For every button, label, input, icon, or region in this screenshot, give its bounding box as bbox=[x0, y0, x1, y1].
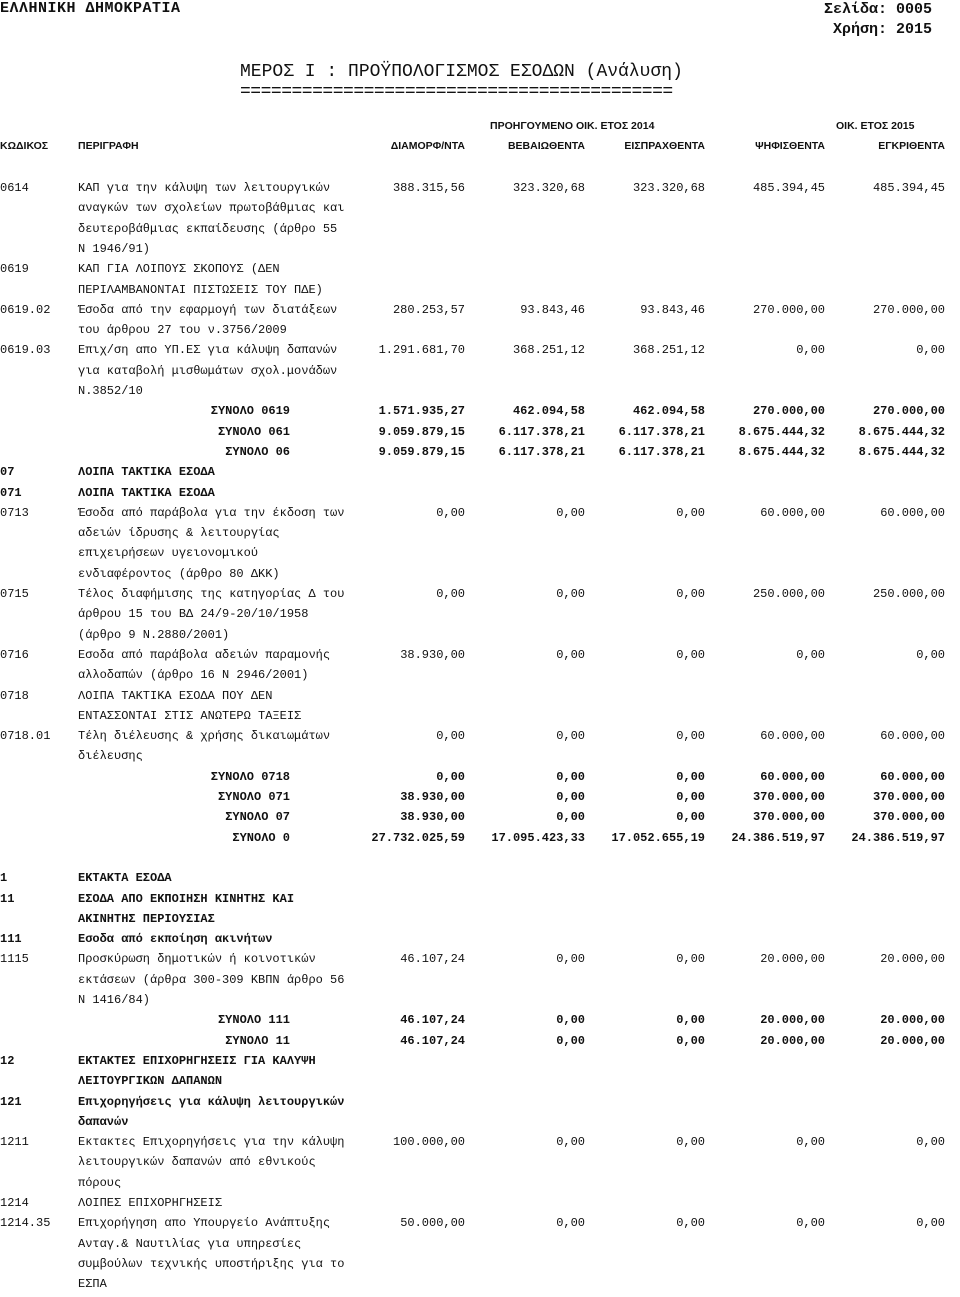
table-row bbox=[0, 1176, 960, 1196]
cell-eispraxthenta: 17.052.655,19 bbox=[611, 830, 705, 845]
fiscal-year: Χρήση: 2015 bbox=[832, 21, 932, 38]
cell-diamorfonta: 100.000,00 bbox=[392, 1135, 465, 1150]
row-description: ΕΝΤΑΣΣΟΝΤΑΙ ΣΤΙΣ ΑΝΩΤΕΡΩ ΤΑΞΕΙΣ bbox=[78, 708, 302, 723]
table-row bbox=[0, 364, 960, 384]
row-description: Ανταγ.& Ναυτιλίας για υπηρεσίες bbox=[78, 1236, 302, 1251]
col-c3-header: ΕΙΣΠΡΑΧΘΕΝΤΑ bbox=[624, 140, 705, 152]
total-label: ΣΥΝΟΛΟ 071 bbox=[217, 790, 290, 804]
cell-eispraxthenta: 0,00 bbox=[676, 1135, 705, 1150]
table-row bbox=[0, 729, 960, 749]
table-row bbox=[0, 567, 960, 587]
row-description: εκτάσεων (άρθρα 300-309 ΚΒΠΝ άρθρο 56 bbox=[78, 972, 345, 987]
row-description: ΕΣΟΔΑ ΑΠΟ ΕΚΠΟΙΗΣΗ ΚΙΝΗΤΗΣ ΚΑΙ bbox=[78, 891, 295, 906]
row-description: ΛΟΙΠΑ ΤΑΚΤΙΚΑ ΕΣΟΔΑ ΠΟΥ ΔΕΝ bbox=[78, 688, 273, 703]
table-row bbox=[0, 1155, 960, 1175]
table-row bbox=[0, 587, 960, 607]
cell-eispraxthenta: 0,00 bbox=[676, 810, 705, 825]
col-c2-header: ΒΕΒΑΙΩΘΕΝΤΑ bbox=[507, 140, 585, 152]
table-row bbox=[0, 323, 960, 343]
row-code: 0716 bbox=[0, 647, 29, 662]
cell-egkrithenta: 370.000,00 bbox=[872, 790, 945, 804]
row-code: 0715 bbox=[0, 587, 29, 601]
cell-psifisthenta: 0,00 bbox=[796, 1135, 825, 1150]
section-row bbox=[0, 892, 960, 912]
total-label: ΣΥΝΟΛΟ 111 bbox=[217, 1013, 290, 1028]
cell-eispraxthenta: 462.094,58 bbox=[632, 404, 705, 419]
cell-eispraxthenta: 6.117.378,21 bbox=[618, 424, 705, 439]
cell-vevaiothenta: 0,00 bbox=[556, 1135, 585, 1150]
row-code: 1214.35 bbox=[0, 1216, 51, 1231]
row-description: Τέλη διέλευσης & χρήσης δικαιωμάτων bbox=[78, 729, 331, 744]
state-title: ΕΛΛΗΝΙΚΗ ΔΗΜΟΚΡΑΤΙΑ bbox=[0, 0, 181, 17]
cell-egkrithenta: 20.000,00 bbox=[880, 952, 945, 967]
table-row bbox=[0, 668, 960, 688]
cell-diamorfonta: 388.315,56 bbox=[392, 181, 465, 195]
row-description: Επιχ/ση απο ΥΠ.ΕΣ για κάλυψη δαπανών bbox=[78, 343, 338, 358]
total-label: ΣΥΝΟΛΟ 11 bbox=[225, 1033, 290, 1048]
cell-vevaiothenta: 6.117.378,21 bbox=[498, 424, 585, 439]
table-row bbox=[0, 1135, 960, 1155]
row-description: ΕΚΤΑΚΤΕΣ ΕΠΙΧΟΡΗΓΗΣΕΙΣ ΓΙΑ ΚΑΛΥΨΗ bbox=[78, 1053, 316, 1068]
cell-eispraxthenta: 323.320,68 bbox=[632, 181, 705, 195]
cell-diamorfonta: 38.930,00 bbox=[400, 647, 465, 662]
cell-eispraxthenta: 6.117.378,21 bbox=[618, 444, 705, 459]
cell-psifisthenta: 0,00 bbox=[796, 1216, 825, 1231]
table-row bbox=[0, 709, 960, 729]
page-number: Σελίδα: 0005 bbox=[823, 1, 932, 18]
cell-egkrithenta: 60.000,00 bbox=[880, 769, 945, 784]
cell-psifisthenta: 0,00 bbox=[796, 647, 825, 662]
row-description: Έσοδα από παράβολα για την έκδοση των bbox=[78, 505, 345, 520]
table-row bbox=[0, 181, 960, 201]
cell-psifisthenta: 485.394,45 bbox=[752, 181, 825, 195]
cell-vevaiothenta: 0,00 bbox=[556, 769, 585, 784]
table-row bbox=[0, 1237, 960, 1257]
cur-year-header: ΟΙΚ. ΕΤΟΣ 2015 bbox=[836, 120, 915, 132]
row-code: 0718 bbox=[0, 688, 29, 703]
cell-psifisthenta: 8.675.444,32 bbox=[738, 424, 825, 439]
cell-diamorfonta: 9.059.879,15 bbox=[378, 424, 465, 439]
row-description: Προσκύρωση δημοτικών ή κοινοτικών bbox=[78, 952, 316, 967]
row-description: ΚΑΠ για την κάλυψη των λειτουργικών bbox=[78, 181, 331, 195]
total-row bbox=[0, 425, 960, 445]
cell-psifisthenta: 20.000,00 bbox=[760, 1033, 825, 1048]
row-description: Ν.3852/10 bbox=[78, 384, 143, 398]
cell-psifisthenta: 8.675.444,32 bbox=[738, 444, 825, 459]
cell-eispraxthenta: 0,00 bbox=[676, 647, 705, 662]
total-row bbox=[0, 770, 960, 790]
cell-diamorfonta: 1.291.681,70 bbox=[378, 343, 465, 358]
row-description: ΛΟΙΠΕΣ ΕΠΙΧΟΡΗΓΗΣΕΙΣ bbox=[78, 1196, 223, 1210]
table-row bbox=[0, 607, 960, 627]
table-row bbox=[0, 242, 960, 262]
cell-egkrithenta: 60.000,00 bbox=[880, 729, 945, 744]
section-row bbox=[0, 465, 960, 485]
cell-psifisthenta: 60.000,00 bbox=[760, 729, 825, 744]
cell-egkrithenta: 250.000,00 bbox=[872, 587, 945, 601]
section-row bbox=[0, 1115, 960, 1135]
row-code: 07 bbox=[0, 465, 15, 480]
table-row bbox=[0, 1216, 960, 1236]
table-row bbox=[0, 993, 960, 1013]
table-row bbox=[0, 952, 960, 972]
cell-vevaiothenta: 93.843,46 bbox=[520, 302, 585, 317]
row-description: ΛΟΙΠΑ ΤΑΚΤΙΚΑ ΕΣΟΔΑ bbox=[78, 485, 215, 500]
row-description: ΕΚΤΑΚΤΑ ΕΣΟΔΑ bbox=[78, 871, 172, 886]
col-desc-header: ΠΕΡΙΓΡΑΦΗ bbox=[78, 140, 139, 152]
table-row bbox=[0, 628, 960, 648]
cell-egkrithenta: 0,00 bbox=[916, 647, 945, 662]
cell-psifisthenta: 20.000,00 bbox=[760, 952, 825, 967]
row-description: για καταβολή μισθωμάτων σχολ.μονάδων bbox=[78, 363, 338, 378]
cell-diamorfonta: 1.571.935,27 bbox=[378, 404, 465, 419]
row-description: ΛΕΙΤΟΥΡΓΙΚΩΝ ΔΑΠΑΝΩΝ bbox=[78, 1074, 223, 1089]
cell-diamorfonta: 280.253,57 bbox=[392, 302, 465, 317]
cell-eispraxthenta: 0,00 bbox=[676, 769, 705, 784]
total-row bbox=[0, 404, 960, 424]
table-row bbox=[0, 973, 960, 993]
cell-vevaiothenta: 462.094,58 bbox=[512, 404, 585, 419]
row-description: άρθρου 15 του ΒΔ 24/9-20/10/1958 bbox=[78, 607, 309, 622]
cell-psifisthenta: 60.000,00 bbox=[760, 505, 825, 520]
table-row bbox=[0, 222, 960, 242]
cell-eispraxthenta: 0,00 bbox=[676, 1216, 705, 1231]
cell-egkrithenta: 370.000,00 bbox=[872, 810, 945, 825]
total-row bbox=[0, 1013, 960, 1033]
row-description: Εσοδα από παράβολα αδειών παραμονής bbox=[78, 647, 331, 662]
cell-egkrithenta: 24.386.519,97 bbox=[851, 830, 945, 845]
table-row bbox=[0, 201, 960, 221]
cell-vevaiothenta: 0,00 bbox=[556, 587, 585, 601]
row-code: 1214 bbox=[0, 1196, 29, 1210]
row-description: λειτουργικών δαπανών από εθνικούς bbox=[78, 1155, 316, 1170]
section-row bbox=[0, 1074, 960, 1094]
cell-diamorfonta: 38.930,00 bbox=[400, 790, 465, 804]
row-code: 0614 bbox=[0, 181, 29, 195]
total-row bbox=[0, 810, 960, 830]
cell-egkrithenta: 0,00 bbox=[916, 1216, 945, 1231]
cell-diamorfonta: 0,00 bbox=[436, 505, 465, 520]
row-code: 0619.02 bbox=[0, 302, 51, 317]
row-description: επιχειρήσεων υγειονομικού bbox=[78, 546, 259, 561]
cell-egkrithenta: 0,00 bbox=[916, 343, 945, 358]
total-row bbox=[0, 790, 960, 810]
page-info bbox=[824, 0, 932, 40]
row-description: ΕΣΠΑ bbox=[78, 1277, 107, 1292]
row-code: 1115 bbox=[0, 952, 29, 967]
cell-vevaiothenta: 368.251,12 bbox=[512, 343, 585, 358]
row-description: Τέλος διαφήμισης της κατηγορίας Δ του bbox=[78, 587, 345, 601]
cell-egkrithenta: 20.000,00 bbox=[880, 1013, 945, 1028]
table-row bbox=[0, 749, 960, 769]
cell-vevaiothenta: 0,00 bbox=[556, 1216, 585, 1231]
cell-eispraxthenta: 93.843,46 bbox=[640, 302, 705, 317]
cell-psifisthenta: 24.386.519,97 bbox=[731, 830, 825, 845]
table-row bbox=[0, 851, 960, 871]
prev-year-header: ΠΡΟΗΓΟΥΜΕΝΟ ΟΙΚ. ΕΤΟΣ 2014 bbox=[490, 120, 655, 132]
row-code: 1211 bbox=[0, 1135, 29, 1150]
row-description: ΛΟΙΠΑ ΤΑΚΤΙΚΑ ΕΣΟΔΑ bbox=[78, 465, 215, 480]
row-description: Έσοδα από την εφαρμογή των διατάξεων bbox=[78, 302, 338, 317]
cell-psifisthenta: 60.000,00 bbox=[760, 769, 825, 784]
cell-vevaiothenta: 6.117.378,21 bbox=[498, 444, 585, 459]
cell-eispraxthenta: 0,00 bbox=[676, 952, 705, 967]
row-description: του άρθρου 27 του ν.3756/2009 bbox=[78, 323, 287, 338]
cell-psifisthenta: 20.000,00 bbox=[760, 1013, 825, 1028]
cell-diamorfonta: 0,00 bbox=[436, 729, 465, 744]
row-description: (άρθρο 9 Ν.2880/2001) bbox=[78, 627, 230, 642]
row-description: πόρους bbox=[78, 1175, 122, 1190]
row-code: 12 bbox=[0, 1053, 15, 1068]
cell-eispraxthenta: 0,00 bbox=[676, 1033, 705, 1048]
cell-psifisthenta: 270.000,00 bbox=[752, 404, 825, 419]
row-description: αλλοδαπών (άρθρο 16 Ν 2946/2001) bbox=[78, 668, 309, 683]
cell-egkrithenta: 270.000,00 bbox=[872, 404, 945, 419]
cell-eispraxthenta: 0,00 bbox=[676, 587, 705, 601]
row-description: συμβούλων τεχνικής υποστήριξης για το bbox=[78, 1256, 345, 1271]
row-code: 1 bbox=[0, 871, 8, 886]
cell-vevaiothenta: 0,00 bbox=[556, 1033, 585, 1048]
row-description: Εσοδα από εκποίηση ακινήτων bbox=[78, 932, 273, 947]
row-code: 071 bbox=[0, 485, 22, 500]
col-code-header: ΚΩΔΙΚΟΣ bbox=[0, 140, 49, 152]
page-title: ΜΕΡΟΣ Ι : ΠΡΟΫΠΟΛΟΓΙΣΜΟΣ ΕΣΟΔΩΝ (Ανάλυση) bbox=[240, 62, 683, 82]
cell-diamorfonta: 27.732.025,59 bbox=[371, 830, 465, 845]
section-row bbox=[0, 912, 960, 932]
row-description: Επιχορήγηση απο Υπουργείο Ανάπτυξης bbox=[78, 1216, 331, 1231]
row-description: δαπανών bbox=[78, 1114, 129, 1129]
cell-psifisthenta: 370.000,00 bbox=[752, 810, 825, 825]
total-label: ΣΥΝΟΛΟ 0718 bbox=[210, 769, 290, 784]
col-c4-header: ΨΗΦΙΣΘΕΝΤΑ bbox=[755, 140, 825, 152]
row-description: αδειών ίδρυσης & λειτουργίας bbox=[78, 526, 280, 541]
cell-diamorfonta: 50.000,00 bbox=[400, 1216, 465, 1231]
cell-diamorfonta: 46.107,24 bbox=[400, 1033, 465, 1048]
cell-egkrithenta: 20.000,00 bbox=[880, 1033, 945, 1048]
row-description: ενδιαφέροντος (άρθρο 80 ΔΚΚ) bbox=[78, 566, 280, 581]
total-label: ΣΥΝΟΛΟ 0619 bbox=[210, 404, 290, 419]
cell-eispraxthenta: 368.251,12 bbox=[632, 343, 705, 358]
row-code: 0619.03 bbox=[0, 343, 51, 358]
row-description: ΑΚΙΝΗΤΗΣ ΠΕΡΙΟΥΣΙΑΣ bbox=[78, 911, 215, 926]
total-row bbox=[0, 1034, 960, 1054]
cell-diamorfonta: 46.107,24 bbox=[400, 952, 465, 967]
cell-eispraxthenta: 0,00 bbox=[676, 729, 705, 744]
title-underline: ========================================== bbox=[240, 82, 673, 102]
section-row bbox=[0, 932, 960, 952]
table-row bbox=[0, 526, 960, 546]
cell-egkrithenta: 270.000,00 bbox=[872, 302, 945, 317]
total-label: ΣΥΝΟΛΟ 06 bbox=[225, 444, 290, 459]
cell-vevaiothenta: 0,00 bbox=[556, 1013, 585, 1028]
total-label: ΣΥΝΟΛΟ 07 bbox=[225, 810, 290, 825]
table-row bbox=[0, 506, 960, 526]
table-row bbox=[0, 262, 960, 282]
row-code: 121 bbox=[0, 1094, 22, 1109]
row-description: ΠΕΡΙΛΑΜΒΑΝΟΝΤΑΙ ΠΙΣΤΩΣΕΙΣ ΤΟΥ ΠΔΕ) bbox=[78, 282, 323, 297]
table-row bbox=[0, 283, 960, 303]
cell-vevaiothenta: 323.320,68 bbox=[512, 181, 585, 195]
total-row bbox=[0, 831, 960, 851]
cell-egkrithenta: 8.675.444,32 bbox=[858, 424, 945, 439]
table-row bbox=[0, 1277, 960, 1297]
table-row bbox=[0, 303, 960, 323]
total-label: ΣΥΝΟΛΟ 0 bbox=[232, 830, 290, 845]
cell-egkrithenta: 485.394,45 bbox=[872, 181, 945, 195]
row-description: Επιχορηγήσεις για κάλυψη λειτουργικών bbox=[78, 1094, 345, 1109]
table-row bbox=[0, 546, 960, 566]
cell-egkrithenta: 60.000,00 bbox=[880, 505, 945, 520]
cell-diamorfonta: 38.930,00 bbox=[400, 810, 465, 825]
cell-diamorfonta: 0,00 bbox=[436, 587, 465, 601]
table-row bbox=[0, 689, 960, 709]
cell-vevaiothenta: 0,00 bbox=[556, 505, 585, 520]
row-description: Εκτακτες Επιχορηγήσεις για την κάλυψη bbox=[78, 1135, 345, 1150]
row-code: 11 bbox=[0, 891, 15, 906]
section-row bbox=[0, 871, 960, 891]
section-row bbox=[0, 486, 960, 506]
table-row bbox=[0, 1257, 960, 1277]
row-code: 0713 bbox=[0, 505, 29, 520]
cell-vevaiothenta: 0,00 bbox=[556, 952, 585, 967]
cell-vevaiothenta: 17.095.423,33 bbox=[491, 830, 585, 845]
cell-vevaiothenta: 0,00 bbox=[556, 729, 585, 744]
table-row bbox=[0, 343, 960, 363]
row-description: δευτεροβάθμιας εκπαίδευσης (άρθρο 55 bbox=[78, 221, 338, 236]
cell-psifisthenta: 0,00 bbox=[796, 343, 825, 358]
row-description: Ν 1946/91) bbox=[78, 241, 151, 256]
table-row bbox=[0, 1196, 960, 1216]
cell-psifisthenta: 250.000,00 bbox=[752, 587, 825, 601]
total-label: ΣΥΝΟΛΟ 061 bbox=[217, 424, 290, 439]
table-row bbox=[0, 384, 960, 404]
table-row bbox=[0, 648, 960, 668]
total-row bbox=[0, 445, 960, 465]
cell-vevaiothenta: 0,00 bbox=[556, 810, 585, 825]
cell-eispraxthenta: 0,00 bbox=[676, 1013, 705, 1028]
cell-psifisthenta: 270.000,00 bbox=[752, 302, 825, 317]
section-row bbox=[0, 1095, 960, 1115]
cell-egkrithenta: 8.675.444,32 bbox=[858, 444, 945, 459]
cell-diamorfonta: 9.059.879,15 bbox=[378, 444, 465, 459]
cell-eispraxthenta: 0,00 bbox=[676, 505, 705, 520]
row-code: 0718.01 bbox=[0, 729, 51, 744]
cell-diamorfonta: 0,00 bbox=[436, 769, 465, 784]
section-row bbox=[0, 1054, 960, 1074]
row-code: 111 bbox=[0, 932, 22, 947]
cell-psifisthenta: 370.000,00 bbox=[752, 790, 825, 804]
row-code: 0619 bbox=[0, 262, 29, 277]
row-description: αναγκών των σχολείων πρωτοβάθμιας και bbox=[78, 201, 345, 216]
row-description: ΚΑΠ ΓΙΑ ΛΟΙΠΟΥΣ ΣΚΟΠΟΥΣ (ΔΕΝ bbox=[78, 262, 280, 277]
col-c1-header: ΔΙΑΜΟΡΦ/ΝΤΑ bbox=[390, 140, 465, 152]
row-description: διέλευσης bbox=[78, 749, 143, 764]
cell-vevaiothenta: 0,00 bbox=[556, 647, 585, 662]
cell-egkrithenta: 0,00 bbox=[916, 1135, 945, 1150]
row-description: Ν 1416/84) bbox=[78, 993, 151, 1007]
cell-diamorfonta: 46.107,24 bbox=[400, 1013, 465, 1028]
cell-vevaiothenta: 0,00 bbox=[556, 790, 585, 804]
cell-eispraxthenta: 0,00 bbox=[676, 790, 705, 804]
col-c5-header: ΕΓΚΡΙΘΕΝΤΑ bbox=[878, 140, 945, 152]
